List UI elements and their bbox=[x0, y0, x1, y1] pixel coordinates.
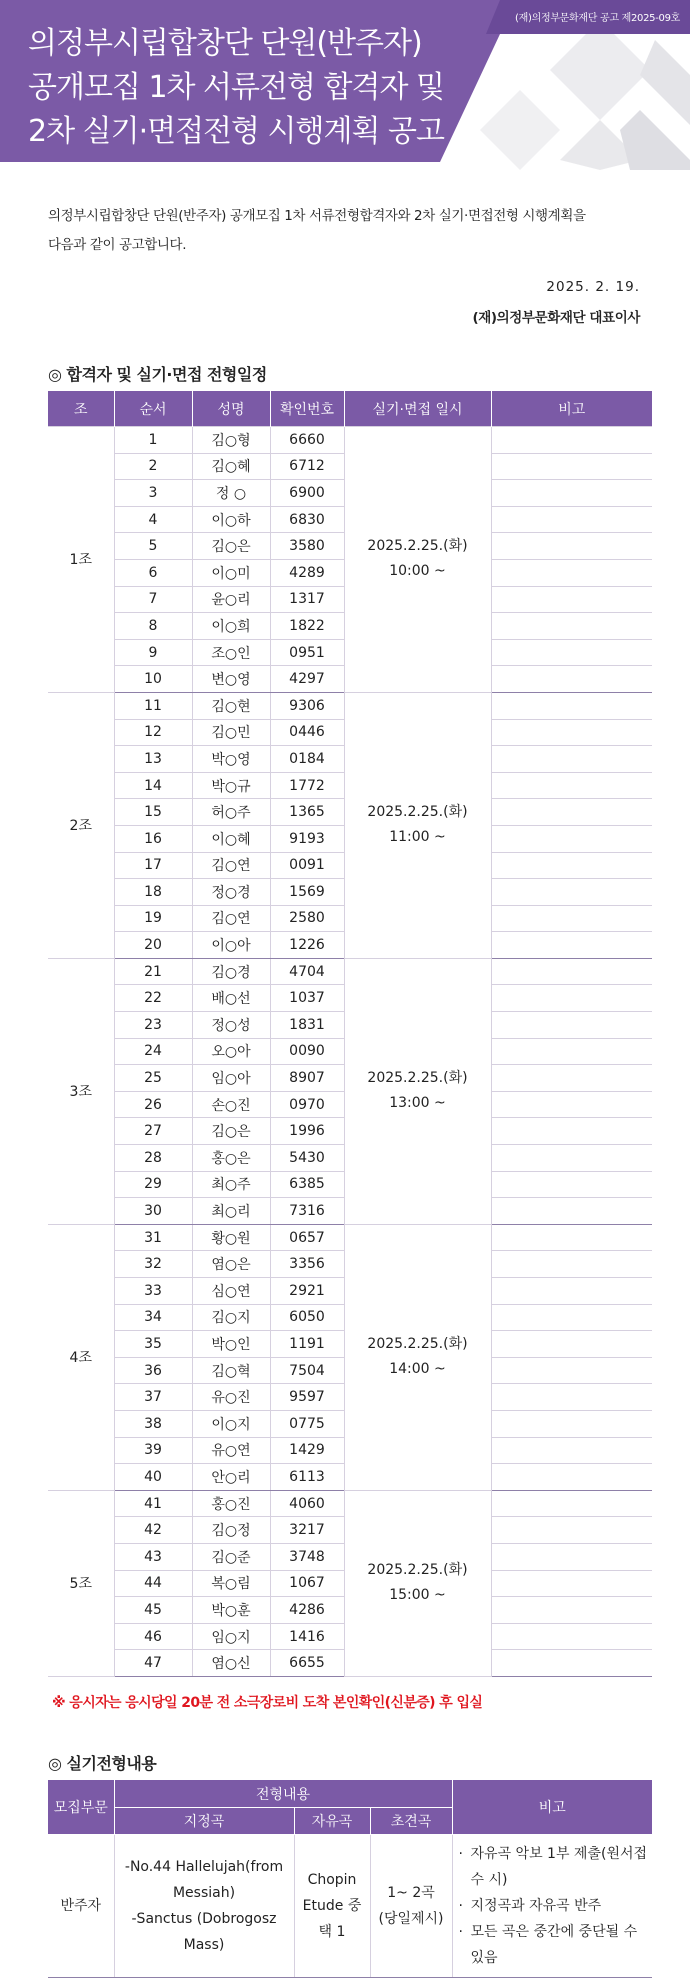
order-cell: 19 bbox=[114, 905, 192, 932]
order-cell: 12 bbox=[114, 719, 192, 746]
slot-time: 11:00 ~ bbox=[389, 829, 446, 846]
code-cell: 0446 bbox=[270, 719, 344, 746]
remarks-cell bbox=[491, 772, 652, 799]
remarks-cell bbox=[491, 692, 652, 719]
order-cell: 6 bbox=[114, 559, 192, 586]
code-cell: 1822 bbox=[270, 613, 344, 640]
code-cell: 9193 bbox=[270, 825, 344, 852]
slot-date: 2025.2.25.(화) bbox=[367, 538, 468, 555]
code-cell: 6113 bbox=[270, 1464, 344, 1491]
remarks-cell bbox=[491, 1065, 652, 1092]
remarks-cell bbox=[491, 666, 652, 693]
name-cell: 김○혁 bbox=[192, 1357, 270, 1384]
code-cell: 1191 bbox=[270, 1331, 344, 1358]
order-cell: 13 bbox=[114, 746, 192, 773]
table-row bbox=[48, 1224, 652, 1251]
name-cell: 이○하 bbox=[192, 506, 270, 533]
remarks-cell bbox=[491, 1012, 652, 1039]
schedule-heading: ◎ 합격자 및 실기·면접 전형일정 bbox=[48, 365, 267, 384]
designated-line: -Sanctus (Dobrogosz bbox=[131, 1911, 277, 1927]
code-cell: 0090 bbox=[270, 1038, 344, 1065]
free-line: Chopin bbox=[307, 1872, 357, 1888]
order-cell: 15 bbox=[114, 799, 192, 826]
order-cell: 22 bbox=[114, 985, 192, 1012]
code-cell: 2580 bbox=[270, 905, 344, 932]
name-cell: 이○아 bbox=[192, 932, 270, 959]
name-cell: 정○경 bbox=[192, 879, 270, 906]
schedule-body bbox=[48, 427, 652, 1677]
remarks-cell bbox=[491, 932, 652, 959]
group-label-cell: 3조 bbox=[48, 958, 114, 1224]
schedule-table-wrap bbox=[48, 391, 652, 1677]
remarks-cell bbox=[491, 613, 652, 640]
schedule-table bbox=[48, 391, 652, 1677]
code-cell: 5430 bbox=[270, 1145, 344, 1172]
order-cell: 10 bbox=[114, 666, 192, 693]
remarks-cell bbox=[491, 1145, 652, 1172]
order-cell: 43 bbox=[114, 1543, 192, 1570]
name-cell: 최○리 bbox=[192, 1198, 270, 1225]
name-cell: 조○인 bbox=[192, 639, 270, 666]
col-header: 확인번호 bbox=[270, 391, 344, 427]
order-cell: 31 bbox=[114, 1224, 192, 1251]
name-cell: 김○은 bbox=[192, 1118, 270, 1145]
name-cell: 황○원 bbox=[192, 1224, 270, 1251]
col-header: 조 bbox=[48, 391, 114, 427]
remarks-cell bbox=[491, 1597, 652, 1624]
code-cell: 1037 bbox=[270, 985, 344, 1012]
slot-date: 2025.2.25.(화) bbox=[367, 1562, 468, 1579]
entry-notice: ※ 응시자는 응시당일 20분 전 소극장로비 도착 본인확인(신분증) 후 입실 bbox=[52, 1695, 483, 1711]
name-cell: 김○정 bbox=[192, 1517, 270, 1544]
name-cell: 오○아 bbox=[192, 1038, 270, 1065]
order-cell: 36 bbox=[114, 1357, 192, 1384]
table-row bbox=[48, 1490, 652, 1517]
code-cell: 9306 bbox=[270, 692, 344, 719]
remarks-cell bbox=[491, 1437, 652, 1464]
exam-row bbox=[48, 1835, 652, 1978]
free-cell bbox=[294, 1835, 370, 1978]
title-line: 의정부시립합창단 단원(반주자) bbox=[28, 26, 422, 61]
code-cell: 6712 bbox=[270, 453, 344, 480]
header-banner bbox=[0, 0, 690, 170]
code-cell: 1067 bbox=[270, 1570, 344, 1597]
code-cell: 3217 bbox=[270, 1517, 344, 1544]
name-cell: 윤○리 bbox=[192, 586, 270, 613]
slot-time: 13:00 ~ bbox=[389, 1095, 446, 1112]
order-cell: 27 bbox=[114, 1118, 192, 1145]
code-cell: 6660 bbox=[270, 427, 344, 454]
code-cell: 7504 bbox=[270, 1357, 344, 1384]
order-cell: 14 bbox=[114, 772, 192, 799]
code-cell: 2921 bbox=[270, 1278, 344, 1305]
name-cell: 김○준 bbox=[192, 1543, 270, 1570]
order-cell: 44 bbox=[114, 1570, 192, 1597]
order-cell: 7 bbox=[114, 586, 192, 613]
remark-text: 자유곡 악보 1부 제출(원서접수 시) bbox=[470, 1846, 648, 1888]
order-cell: 5 bbox=[114, 533, 192, 560]
order-cell: 16 bbox=[114, 825, 192, 852]
name-cell: 이○지 bbox=[192, 1410, 270, 1437]
col-header: 성명 bbox=[192, 391, 270, 427]
sight-line: 1~ 2곡 bbox=[387, 1885, 435, 1901]
remarks-cell bbox=[491, 1038, 652, 1065]
code-cell: 0184 bbox=[270, 746, 344, 773]
name-cell: 박○훈 bbox=[192, 1597, 270, 1624]
name-cell: 복○림 bbox=[192, 1570, 270, 1597]
remarks-cell bbox=[491, 852, 652, 879]
code-cell: 1416 bbox=[270, 1623, 344, 1650]
slot-cell bbox=[344, 1490, 491, 1676]
name-cell: 임○지 bbox=[192, 1623, 270, 1650]
slot-cell bbox=[344, 427, 491, 693]
remark-text: 지정곡과 자유곡 반주 bbox=[470, 1898, 602, 1914]
order-cell: 26 bbox=[114, 1091, 192, 1118]
name-cell: 홍○진 bbox=[192, 1490, 270, 1517]
remarks-cell bbox=[491, 1171, 652, 1198]
remarks-cell bbox=[491, 1251, 652, 1278]
issuer: (재)의정부문화재단 대표이사 bbox=[472, 310, 640, 326]
order-cell: 38 bbox=[114, 1410, 192, 1437]
slot-time: 14:00 ~ bbox=[389, 1361, 446, 1378]
code-cell: 6050 bbox=[270, 1304, 344, 1331]
name-cell: 이○혜 bbox=[192, 825, 270, 852]
code-cell: 4289 bbox=[270, 559, 344, 586]
remarks-cell bbox=[491, 1464, 652, 1491]
remarks-cell bbox=[491, 1224, 652, 1251]
order-cell: 46 bbox=[114, 1623, 192, 1650]
name-cell: 김○경 bbox=[192, 958, 270, 985]
order-cell: 1 bbox=[114, 427, 192, 454]
code-cell: 8907 bbox=[270, 1065, 344, 1092]
name-cell: 이○미 bbox=[192, 559, 270, 586]
name-cell: 김○연 bbox=[192, 852, 270, 879]
name-cell: 홍○은 bbox=[192, 1145, 270, 1172]
col-header-designated: 지정곡 bbox=[114, 1808, 294, 1835]
slot-cell bbox=[344, 1224, 491, 1490]
name-cell: 김○현 bbox=[192, 692, 270, 719]
code-cell: 1226 bbox=[270, 932, 344, 959]
remarks-cell bbox=[491, 1198, 652, 1225]
col-header: 비고 bbox=[491, 391, 652, 427]
group-label-cell: 4조 bbox=[48, 1224, 114, 1490]
sight-cell bbox=[370, 1835, 452, 1978]
remarks-cell bbox=[491, 1331, 652, 1358]
code-cell: 4704 bbox=[270, 958, 344, 985]
code-cell: 4060 bbox=[270, 1490, 344, 1517]
code-cell: 4297 bbox=[270, 666, 344, 693]
name-cell: 손○진 bbox=[192, 1091, 270, 1118]
remarks-cell bbox=[491, 453, 652, 480]
name-cell: 심○연 bbox=[192, 1278, 270, 1305]
order-cell: 24 bbox=[114, 1038, 192, 1065]
title-line: 공개모집 1차 서류전형 합격자 및 bbox=[28, 70, 444, 105]
remarks-cell bbox=[491, 1304, 652, 1331]
col-header-remarks: 비고 bbox=[452, 1780, 652, 1835]
code-cell: 0775 bbox=[270, 1410, 344, 1437]
name-cell: 김○형 bbox=[192, 427, 270, 454]
code-cell: 0951 bbox=[270, 639, 344, 666]
remarks-cell bbox=[491, 586, 652, 613]
col-header-sight: 초견곡 bbox=[370, 1808, 452, 1835]
code-cell: 6655 bbox=[270, 1650, 344, 1677]
remark-item: · 자유곡 악보 1부 제출(원서접수 시) bbox=[459, 1841, 651, 1893]
group-label-cell: 2조 bbox=[48, 692, 114, 958]
remarks-cell bbox=[491, 639, 652, 666]
order-cell: 9 bbox=[114, 639, 192, 666]
table-row bbox=[48, 692, 652, 719]
free-line: Etude 중 bbox=[302, 1898, 362, 1914]
remarks-cell bbox=[491, 1490, 652, 1517]
code-cell: 6385 bbox=[270, 1171, 344, 1198]
remark-item: · 모든 곡은 중간에 중단될 수 있음 bbox=[459, 1919, 651, 1971]
remarks-cell bbox=[491, 746, 652, 773]
name-cell: 김○혜 bbox=[192, 453, 270, 480]
designated-line: -No.44 Hallelujah(from bbox=[124, 1859, 284, 1875]
slot-cell bbox=[344, 692, 491, 958]
order-cell: 41 bbox=[114, 1490, 192, 1517]
dept-cell: 반주자 bbox=[48, 1835, 114, 1978]
order-cell: 3 bbox=[114, 480, 192, 507]
col-header: 실기·면접 일시 bbox=[344, 391, 491, 427]
col-header-free: 자유곡 bbox=[294, 1808, 370, 1835]
remarks-cell bbox=[491, 1650, 652, 1677]
order-cell: 32 bbox=[114, 1251, 192, 1278]
remarks-cell bbox=[491, 1517, 652, 1544]
order-cell: 2 bbox=[114, 453, 192, 480]
order-cell: 4 bbox=[114, 506, 192, 533]
col-header-dept: 모집부문 bbox=[48, 1780, 114, 1835]
name-cell: 임○아 bbox=[192, 1065, 270, 1092]
order-cell: 35 bbox=[114, 1331, 192, 1358]
table-row bbox=[48, 958, 652, 985]
remarks-cell bbox=[491, 825, 652, 852]
remarks-cell bbox=[452, 1835, 652, 1978]
name-cell: 정○성 bbox=[192, 1012, 270, 1039]
code-cell: 1317 bbox=[270, 586, 344, 613]
order-cell: 20 bbox=[114, 932, 192, 959]
order-cell: 8 bbox=[114, 613, 192, 640]
remarks-cell bbox=[491, 905, 652, 932]
name-cell: 김○지 bbox=[192, 1304, 270, 1331]
name-cell: 유○연 bbox=[192, 1437, 270, 1464]
remarks-cell bbox=[491, 1570, 652, 1597]
exam-heading: ◎ 실기전형내용 bbox=[48, 1754, 157, 1773]
order-cell: 37 bbox=[114, 1384, 192, 1411]
order-cell: 45 bbox=[114, 1597, 192, 1624]
remarks-cell bbox=[491, 1357, 652, 1384]
remarks-cell bbox=[491, 958, 652, 985]
name-cell: 정 ○ bbox=[192, 480, 270, 507]
name-cell: 염○은 bbox=[192, 1251, 270, 1278]
name-cell: 최○주 bbox=[192, 1171, 270, 1198]
col-header: 순서 bbox=[114, 391, 192, 427]
order-cell: 40 bbox=[114, 1464, 192, 1491]
remark-item: · 지정곡과 자유곡 반주 bbox=[459, 1893, 651, 1919]
order-cell: 11 bbox=[114, 692, 192, 719]
remarks-cell bbox=[491, 1118, 652, 1145]
table-row bbox=[48, 427, 652, 454]
code-cell: 1365 bbox=[270, 799, 344, 826]
remarks-cell bbox=[491, 719, 652, 746]
page-title bbox=[28, 22, 444, 154]
code-cell: 1996 bbox=[270, 1118, 344, 1145]
slot-date: 2025.2.25.(화) bbox=[367, 1070, 468, 1087]
notice-number: (재)의정부문화재단 공고 제2025-09호 bbox=[515, 13, 680, 24]
intro-line: 다음과 같이 공고합니다. bbox=[48, 237, 187, 253]
order-cell: 30 bbox=[114, 1198, 192, 1225]
intro-text bbox=[48, 202, 648, 260]
remarks-cell bbox=[491, 879, 652, 906]
code-cell: 3748 bbox=[270, 1543, 344, 1570]
name-cell: 허○주 bbox=[192, 799, 270, 826]
name-cell: 이○희 bbox=[192, 613, 270, 640]
exam-table bbox=[48, 1780, 652, 1978]
name-cell: 유○진 bbox=[192, 1384, 270, 1411]
remarks-cell bbox=[491, 799, 652, 826]
order-cell: 17 bbox=[114, 852, 192, 879]
code-cell: 9597 bbox=[270, 1384, 344, 1411]
remarks-cell bbox=[491, 1543, 652, 1570]
code-cell: 0970 bbox=[270, 1091, 344, 1118]
order-cell: 23 bbox=[114, 1012, 192, 1039]
remarks-cell bbox=[491, 506, 652, 533]
designated-line: Mass) bbox=[183, 1937, 225, 1953]
code-cell: 0091 bbox=[270, 852, 344, 879]
col-header-content: 전형내용 bbox=[114, 1780, 452, 1808]
order-cell: 42 bbox=[114, 1517, 192, 1544]
name-cell: 염○신 bbox=[192, 1650, 270, 1677]
sight-line: (당일제시) bbox=[378, 1911, 444, 1927]
remark-text: 모든 곡은 중간에 중단될 수 있음 bbox=[470, 1924, 638, 1966]
name-cell: 김○연 bbox=[192, 905, 270, 932]
name-cell: 김○은 bbox=[192, 533, 270, 560]
remarks-cell bbox=[491, 427, 652, 454]
order-cell: 33 bbox=[114, 1278, 192, 1305]
code-cell: 3356 bbox=[270, 1251, 344, 1278]
designated-cell bbox=[114, 1835, 294, 1978]
slot-date: 2025.2.25.(화) bbox=[367, 804, 468, 821]
order-cell: 25 bbox=[114, 1065, 192, 1092]
slot-time: 15:00 ~ bbox=[389, 1587, 446, 1604]
order-cell: 34 bbox=[114, 1304, 192, 1331]
slot-date: 2025.2.25.(화) bbox=[367, 1336, 468, 1353]
code-cell: 1569 bbox=[270, 879, 344, 906]
remarks-cell bbox=[491, 559, 652, 586]
remarks-cell bbox=[491, 1384, 652, 1411]
name-cell: 김○민 bbox=[192, 719, 270, 746]
remarks-cell bbox=[491, 1278, 652, 1305]
name-cell: 배○선 bbox=[192, 985, 270, 1012]
order-cell: 18 bbox=[114, 879, 192, 906]
name-cell: 박○규 bbox=[192, 772, 270, 799]
name-cell: 변○영 bbox=[192, 666, 270, 693]
remarks-cell bbox=[491, 1091, 652, 1118]
designated-line: Messiah) bbox=[172, 1885, 236, 1901]
order-cell: 39 bbox=[114, 1437, 192, 1464]
code-cell: 1772 bbox=[270, 772, 344, 799]
order-cell: 21 bbox=[114, 958, 192, 985]
code-cell: 3580 bbox=[270, 533, 344, 560]
name-cell: 박○영 bbox=[192, 746, 270, 773]
code-cell: 6830 bbox=[270, 506, 344, 533]
title-line: 2차 실기·면접전형 시행계획 공고 bbox=[28, 114, 444, 149]
code-cell: 0657 bbox=[270, 1224, 344, 1251]
remarks-cell bbox=[491, 1623, 652, 1650]
slot-cell bbox=[344, 958, 491, 1224]
remarks-cell bbox=[491, 533, 652, 560]
code-cell: 6900 bbox=[270, 480, 344, 507]
group-label-cell: 5조 bbox=[48, 1490, 114, 1676]
group-label-cell: 1조 bbox=[48, 427, 114, 693]
order-cell: 28 bbox=[114, 1145, 192, 1172]
order-cell: 47 bbox=[114, 1650, 192, 1677]
exam-table-wrap bbox=[48, 1780, 652, 1978]
remarks-cell bbox=[491, 985, 652, 1012]
intro-line: 의정부시립합창단 단원(반주자) 공개모집 1차 서류전형합격자와 2차 실기·면접전형 시행계획을 bbox=[48, 208, 586, 224]
remarks-cell bbox=[491, 480, 652, 507]
code-cell: 4286 bbox=[270, 1597, 344, 1624]
order-cell: 29 bbox=[114, 1171, 192, 1198]
remarks-cell bbox=[491, 1410, 652, 1437]
schedule-header-row bbox=[48, 391, 652, 427]
name-cell: 박○인 bbox=[192, 1331, 270, 1358]
slot-time: 10:00 ~ bbox=[389, 563, 446, 580]
code-cell: 7316 bbox=[270, 1198, 344, 1225]
code-cell: 1429 bbox=[270, 1437, 344, 1464]
free-line: 택 1 bbox=[318, 1924, 346, 1940]
announcement-date: 2025. 2. 19. bbox=[546, 279, 640, 295]
name-cell: 안○리 bbox=[192, 1464, 270, 1491]
code-cell: 1831 bbox=[270, 1012, 344, 1039]
